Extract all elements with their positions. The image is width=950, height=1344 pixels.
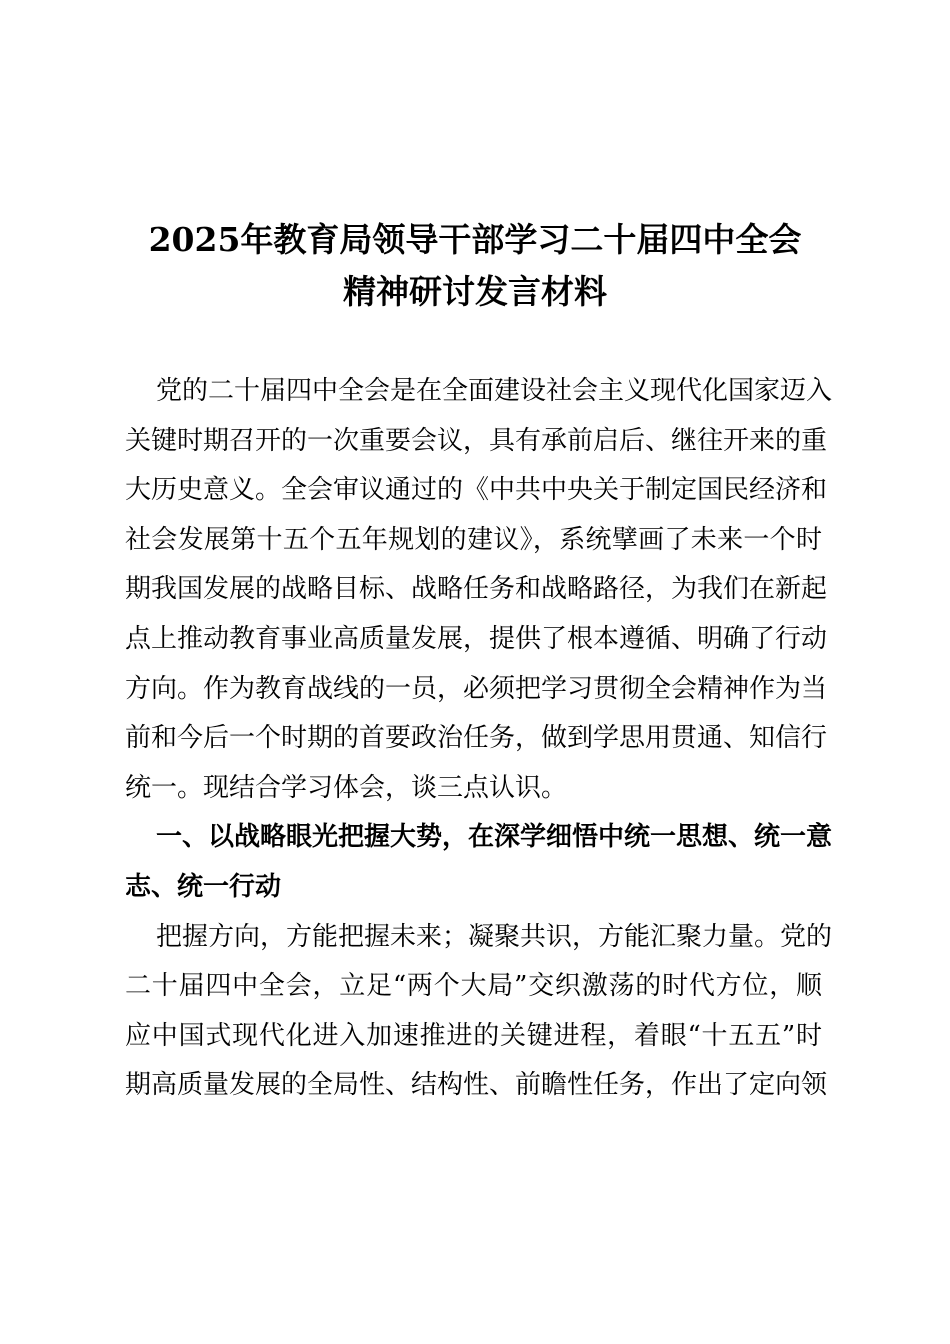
document-title-line-1: 2025年教育局领导干部学习二十届四中全会	[148, 220, 802, 259]
body-text-line: 统一。现结合学习体会，谈三点认识。	[125, 772, 568, 803]
section-heading-line: 志、统一行动	[125, 871, 282, 902]
body-text-line: 二十届四中全会，立足“两个大局”交织激荡的时代方位，顺	[125, 971, 822, 1002]
document-title-line-2: 精神研讨发言材料	[343, 272, 607, 311]
body-text-line: 期我国发展的战略目标、战略任务和战略路径，为我们在新起	[125, 574, 828, 605]
body-text-line: 把握方向，方能把握未来；凝聚共识，方能汇聚力量。党的	[156, 921, 833, 952]
body-text-line: 党的二十届四中全会是在全面建设社会主义现代化国家迈入	[156, 376, 833, 406]
section-heading-line: 一、以战略眼光把握大势，在深学细悟中统一思想、统一意	[156, 822, 833, 853]
body-text-line: 方向。作为教育战线的一员，必须把学习贯彻全会精神作为当	[125, 673, 828, 704]
body-text-line: 社会发展第十五个五年规划的建议》，系统擘画了未来一个时	[125, 524, 822, 555]
body-text-line: 应中国式现代化进入加速推进的关键进程，着眼“十五五”时	[125, 1020, 822, 1051]
body-text-line: 关键时期召开的一次重要会议，具有承前启后、继往开来的重	[125, 425, 828, 456]
body-text-line: 点上推动教育事业高质量发展，提供了根本遵循、明确了行动	[125, 623, 828, 654]
body-text-line: 前和今后一个时期的首要政治任务，做到学思用贯通、知信行	[125, 723, 828, 754]
body-text-line: 期高质量发展的全局性、结构性、前瞻性任务，作出了定向领	[125, 1070, 828, 1101]
document-body	[125, 367, 833, 1111]
body-text-line: 大历史意义。全会审议通过的《中共中央关于制定国民经济和	[125, 475, 828, 506]
